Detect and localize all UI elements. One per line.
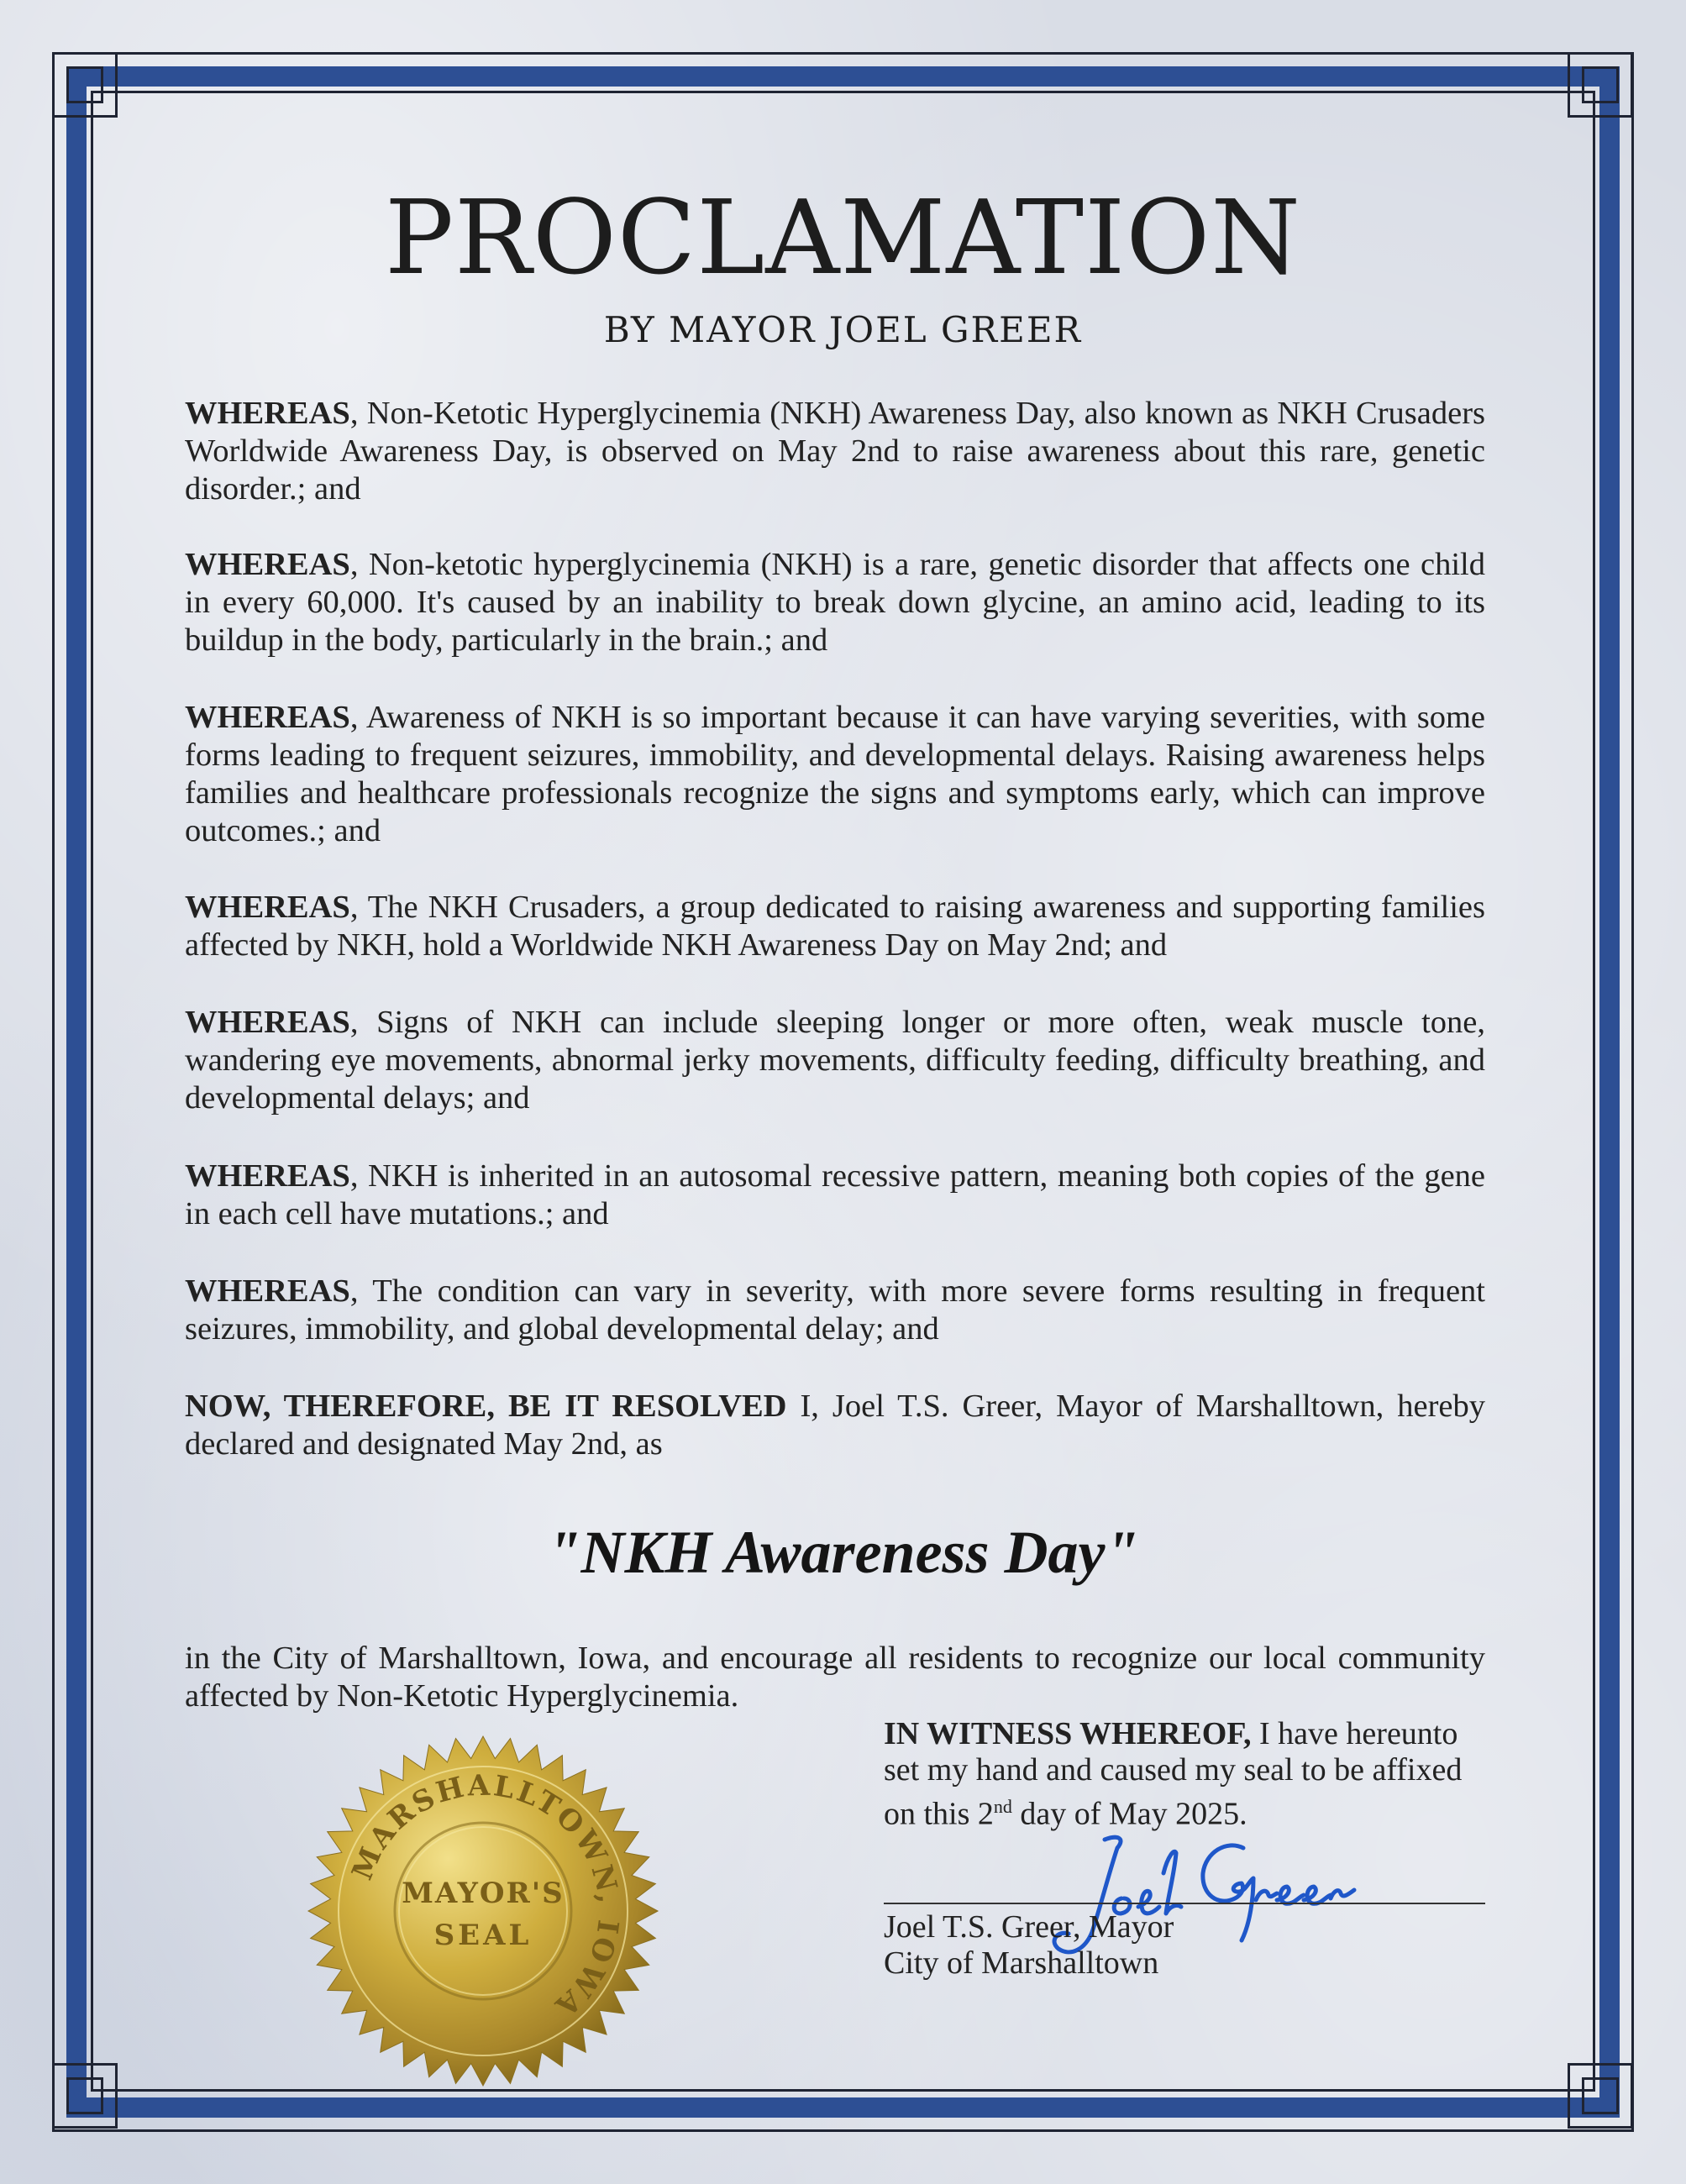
signatory-city: City of Marshalltown	[884, 1945, 1159, 1981]
whereas-lead: WHEREAS	[185, 1273, 350, 1309]
seal-ring-text: MARSHALLTOWN, IOWA	[345, 1768, 626, 2024]
designation-title: "NKH Awareness Day"	[547, 1519, 1139, 1586]
whereas-lead: WHEREAS	[185, 700, 350, 735]
corner-ornament-top-left	[52, 52, 118, 118]
signatory-name: Joel T.S. Greer, Mayor	[884, 1909, 1174, 1945]
seal-center-bottom: SEAL	[433, 1919, 533, 1952]
whereas-text: , NKH is inherited in an autosomal recessive pattern, meaning both copies of the gene in each cell have mutations.; and	[185, 1158, 1485, 1231]
corner-ornament-top-right	[1568, 52, 1633, 118]
resolved-lead: NOW, THEREFORE, BE IT RESOLVED	[185, 1389, 787, 1424]
whereas-lead: WHEREAS	[185, 1158, 350, 1194]
closing-clause: in the City of Marshalltown, Iowa, and encourage all residents to recognize our local community affected by Non-Ketotic Hyperglycinemia.	[185, 1641, 1485, 1714]
whereas-lead: WHEREAS	[185, 396, 350, 431]
whereas-text: , The condition can vary in severity, with more severe forms resulting in frequent seizures, immobility, and global developmental delay; and	[185, 1273, 1485, 1347]
whereas-text: , Signs of NKH can include sleeping longer or more often, weak muscle tone, wandering eye movements, abnormal jerky movements, difficulty feeding, difficulty breathing, and developmental delays; and	[185, 1005, 1485, 1116]
whereas-clause-6	[185, 1158, 1485, 1233]
page-title: PROCLAMATION	[384, 178, 1302, 297]
whereas-clause-3	[185, 699, 1485, 850]
signature-line	[884, 1903, 1485, 1904]
whereas-text: , Awareness of NKH is so important because it can have varying severities, with some forms leading to frequent seizures, immobility, and developmental delays. Raising awareness helps families and healthcare professionals recognize the signs and symptoms early, which can improve outcomes.; and	[185, 700, 1485, 848]
witness-ordinal: nd	[993, 1796, 1012, 1817]
resolved-text: I, Joel T.S. Greer, Mayor of Marshalltown, hereby declared and designated May 2nd, as	[185, 1389, 1486, 1462]
whereas-lead: WHEREAS	[185, 1005, 350, 1040]
whereas-clause-4	[185, 889, 1485, 964]
whereas-text: , The NKH Crusaders, a group dedicated to raising awareness and supporting families affected by NKH, hold a Worldwide NKH Awareness Day on May 2nd; and	[185, 890, 1485, 963]
corner-ornament-bottom-right	[1568, 2063, 1633, 2129]
witness-lead: IN WITNESS WHEREOF,	[884, 1716, 1252, 1751]
mayors-seal	[307, 1735, 659, 2087]
whereas-lead: WHEREAS	[185, 890, 350, 925]
seal-center-top: MAYOR'S	[402, 1877, 565, 1910]
whereas-text: , Non-ketotic hyperglycinemia (NKH) is a rare, genetic disorder that affects one child in every 60,000. It's caused by an inability to break down glycine, an amino acid, leading to its buildup in the body, particularly in the brain.; and	[185, 547, 1485, 658]
page-subtitle: BY MAYOR JOEL GREER	[603, 309, 1083, 350]
whereas-lead: WHEREAS	[185, 547, 350, 582]
resolved-clause	[185, 1388, 1485, 1463]
whereas-text: , Non-Ketotic Hyperglycinemia (NKH) Awareness Day, also known as NKH Crusaders Worldwide Awareness Day, is observed on May 2nd to raise awareness about this rare, genetic disorder.; and	[185, 396, 1485, 507]
corner-ornament-bottom-left	[52, 2063, 118, 2129]
witness-date: day of May 2025.	[1011, 1796, 1247, 1832]
whereas-clause-1	[185, 395, 1485, 508]
witness-text: I have hereunto set my hand and caused my seal to be affixed on this 2	[884, 1716, 1463, 1832]
whereas-clause-2	[185, 546, 1485, 659]
witness-block	[884, 1716, 1485, 1833]
whereas-clause-7	[185, 1273, 1485, 1348]
whereas-clause-5	[185, 1004, 1485, 1117]
